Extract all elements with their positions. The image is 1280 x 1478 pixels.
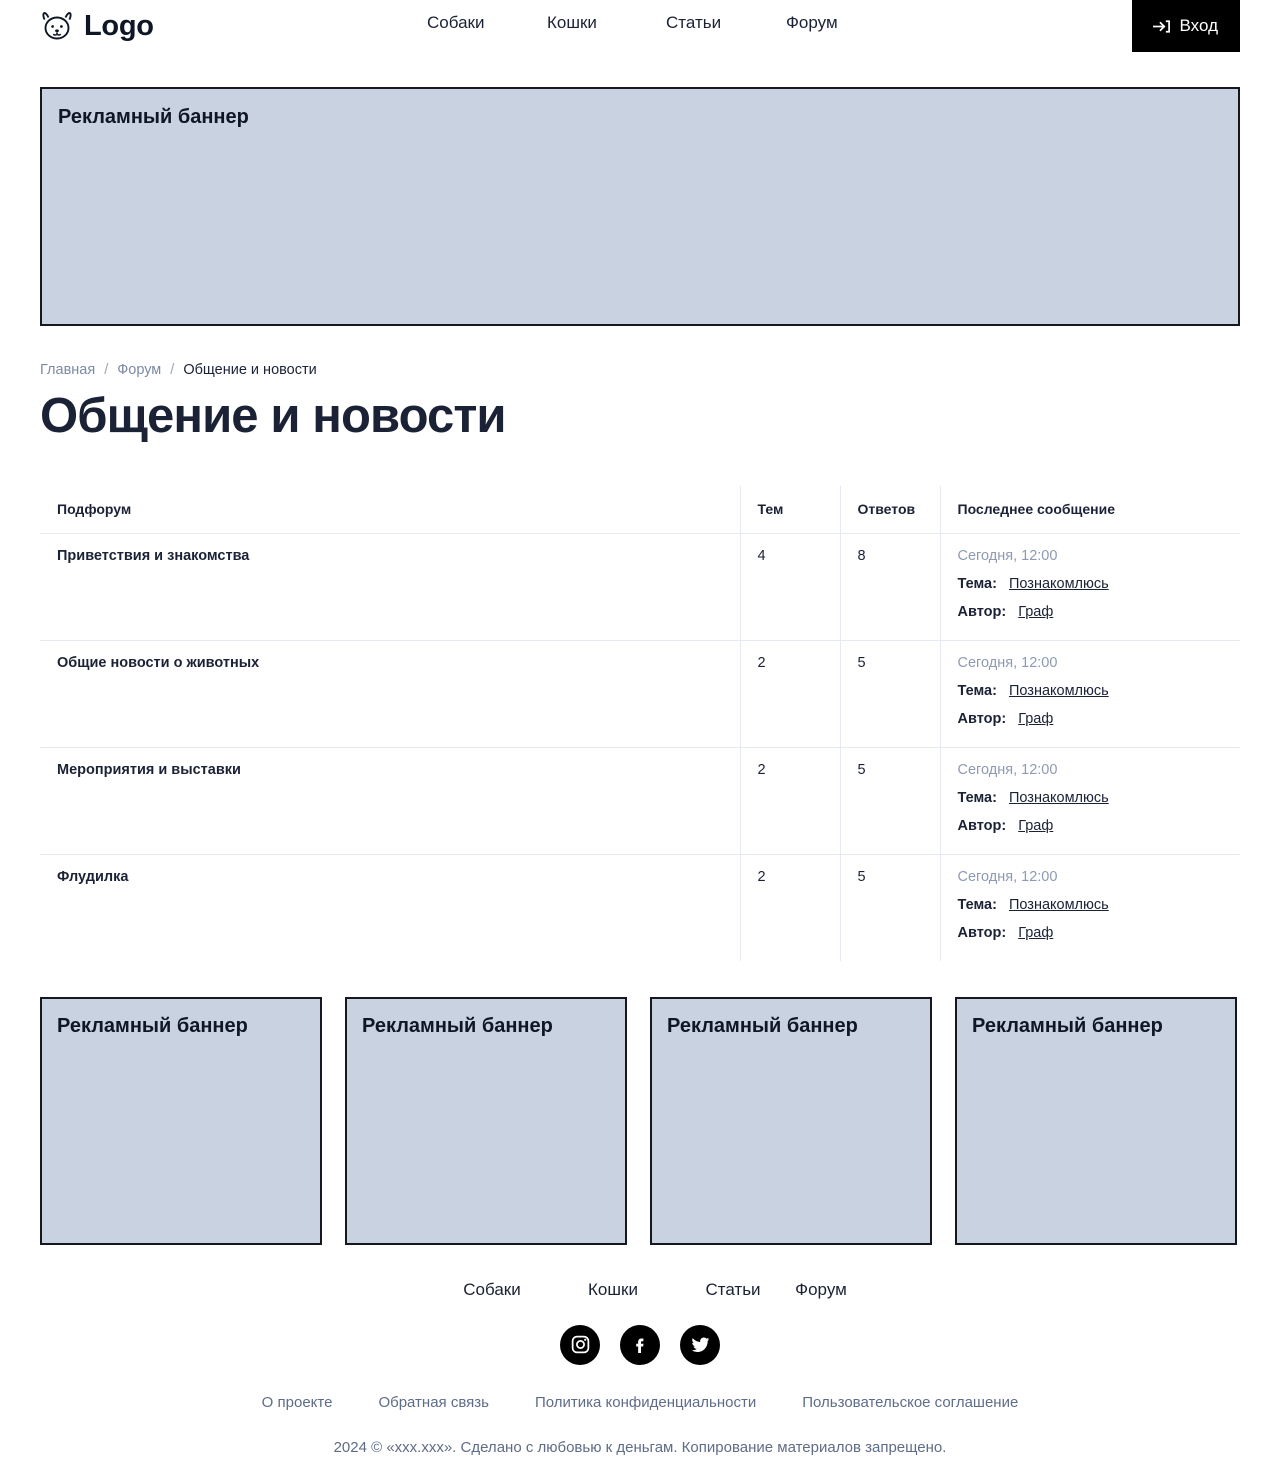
last-message-cell	[940, 747, 1240, 854]
last-message-topic-link[interactable]: Познакомлюсь	[1008, 896, 1109, 913]
subforum-name[interactable]: Приветствия и знакомства	[40, 533, 740, 640]
last-message-topic-label: Тема:	[957, 682, 997, 699]
legal-link-terms[interactable]: Пользовательское соглашение	[802, 1393, 1019, 1411]
ad-banner-4[interactable]	[955, 997, 1237, 1245]
subforum-replies-count: 5	[840, 640, 940, 747]
last-message-author-link[interactable]: Граф	[1018, 710, 1054, 727]
subforum-topics-count: 2	[740, 747, 840, 854]
logo-text: Logo	[84, 9, 154, 42]
last-message-topic-link[interactable]: Познакомлюсь	[1008, 789, 1109, 806]
ad-banner-label: Рекламный баннер	[57, 1014, 248, 1037]
table-header-row	[40, 486, 1240, 534]
logo-link[interactable]	[40, 10, 154, 42]
subforum-replies-count: 5	[840, 854, 940, 961]
nav-item-dogs[interactable]: Собаки	[427, 13, 485, 32]
table-row[interactable]	[40, 640, 1240, 747]
table-row[interactable]	[40, 747, 1240, 854]
legal-link-about[interactable]: О проекте	[261, 1393, 333, 1411]
ad-banner-2[interactable]	[345, 997, 627, 1245]
copyright-text: 2024 © «xxx.xxx». Сделано с любовью к деньгам. Копирование материалов запрещено.	[333, 1438, 947, 1456]
ad-banner-grid	[40, 997, 1240, 1245]
subforum-topics-count: 4	[740, 533, 840, 640]
subforum-name[interactable]: Общие новости о животных	[40, 640, 740, 747]
site-footer	[0, 1280, 1280, 1478]
subforum-name[interactable]: Флудилка	[40, 854, 740, 961]
breadcrumb-separator: /	[104, 362, 109, 378]
breadcrumb-current: Общение и новости	[183, 362, 317, 378]
last-message-cell	[940, 854, 1240, 961]
legal-link-privacy[interactable]: Политика конфиденциальности	[534, 1393, 757, 1411]
last-message-author-line	[958, 925, 1241, 941]
login-button[interactable]	[1132, 0, 1240, 52]
dog-face-icon	[40, 10, 74, 42]
last-message-author-line	[958, 604, 1241, 620]
footer-navigation	[0, 1280, 1280, 1300]
last-message-date: Сегодня, 12:00	[957, 654, 1058, 671]
login-arrow-icon	[1152, 17, 1171, 36]
ad-banner-label: Рекламный баннер	[667, 1014, 858, 1037]
site-header	[0, 0, 1280, 52]
column-header-last-message: Последнее сообщение	[940, 486, 1240, 534]
nav-item-forum[interactable]: Форум	[786, 13, 838, 32]
last-message-topic-line	[958, 576, 1241, 592]
nav-item-cats[interactable]: Кошки	[547, 13, 597, 32]
last-message-author-line	[958, 818, 1241, 834]
last-message-topic-line	[958, 897, 1241, 913]
table-row[interactable]	[40, 533, 1240, 640]
footer-nav-item-dogs[interactable]: Собаки	[463, 1279, 521, 1299]
footer-nav-item-forum[interactable]: Форум	[795, 1279, 847, 1299]
ad-banner-hero[interactable]	[40, 87, 1240, 326]
table-header	[40, 486, 1240, 534]
last-message-author-label: Автор:	[957, 710, 1007, 727]
social-link-facebook[interactable]	[620, 1325, 660, 1365]
subforum-topics-count: 2	[740, 640, 840, 747]
column-header-replies: Ответов	[840, 486, 940, 534]
ad-banner-3[interactable]	[650, 997, 932, 1245]
subforum-replies-count: 8	[840, 533, 940, 640]
last-message-date: Сегодня, 12:00	[957, 868, 1058, 885]
instagram-icon	[570, 1334, 591, 1355]
last-message-date: Сегодня, 12:00	[957, 761, 1058, 778]
subforum-name[interactable]: Мероприятия и выставки	[40, 747, 740, 854]
breadcrumb	[40, 362, 1280, 378]
social-link-twitter[interactable]	[680, 1325, 720, 1365]
breadcrumb-separator: /	[170, 362, 175, 378]
legal-navigation	[0, 1394, 1280, 1411]
breadcrumb-forum[interactable]: Форум	[117, 362, 162, 378]
last-message-cell	[940, 533, 1240, 640]
column-header-topics: Тем	[740, 486, 840, 534]
ad-banner-label: Рекламный баннер	[58, 106, 249, 128]
last-message-author-label: Автор:	[957, 603, 1007, 620]
subforum-table	[40, 486, 1240, 961]
last-message-topic-line	[958, 683, 1241, 699]
last-message-topic-line	[958, 790, 1241, 806]
last-message-author-label: Автор:	[957, 924, 1007, 941]
last-message-topic-link[interactable]: Познакомлюсь	[1008, 575, 1109, 592]
last-message-author-link[interactable]: Граф	[1018, 817, 1054, 834]
last-message-topic-link[interactable]: Познакомлюсь	[1008, 682, 1109, 699]
page-title: Общение и новости	[40, 389, 506, 443]
footer-nav-item-articles[interactable]: Статьи	[705, 1279, 761, 1299]
last-message-author-link[interactable]: Граф	[1018, 603, 1054, 620]
last-message-topic-label: Тема:	[957, 575, 997, 592]
legal-link-feedback[interactable]: Обратная связь	[378, 1393, 489, 1411]
last-message-cell	[940, 640, 1240, 747]
social-links	[0, 1325, 1280, 1365]
breadcrumb-home[interactable]: Главная	[40, 362, 96, 378]
last-message-topic-label: Тема:	[957, 896, 997, 913]
ad-banner-label: Рекламный баннер	[972, 1014, 1163, 1037]
twitter-icon	[690, 1334, 711, 1355]
ad-banner-1[interactable]	[40, 997, 322, 1245]
last-message-author-label: Автор:	[957, 817, 1007, 834]
table-row[interactable]	[40, 854, 1240, 961]
nav-item-articles[interactable]: Статьи	[666, 13, 722, 32]
footer-nav-item-cats[interactable]: Кошки	[588, 1279, 638, 1299]
subforum-topics-count: 2	[740, 854, 840, 961]
table-body	[40, 533, 1240, 961]
last-message-author-line	[958, 711, 1241, 727]
column-header-subforum: Подфорум	[40, 486, 740, 534]
last-message-author-link[interactable]: Граф	[1018, 924, 1054, 941]
social-link-instagram[interactable]	[560, 1325, 600, 1365]
subforum-replies-count: 5	[840, 747, 940, 854]
login-button-label: Вход	[1179, 16, 1218, 35]
last-message-date: Сегодня, 12:00	[957, 547, 1058, 564]
last-message-topic-label: Тема:	[957, 789, 997, 806]
main-navigation	[427, 13, 876, 33]
facebook-icon	[630, 1334, 651, 1355]
ad-banner-label: Рекламный баннер	[362, 1014, 553, 1037]
